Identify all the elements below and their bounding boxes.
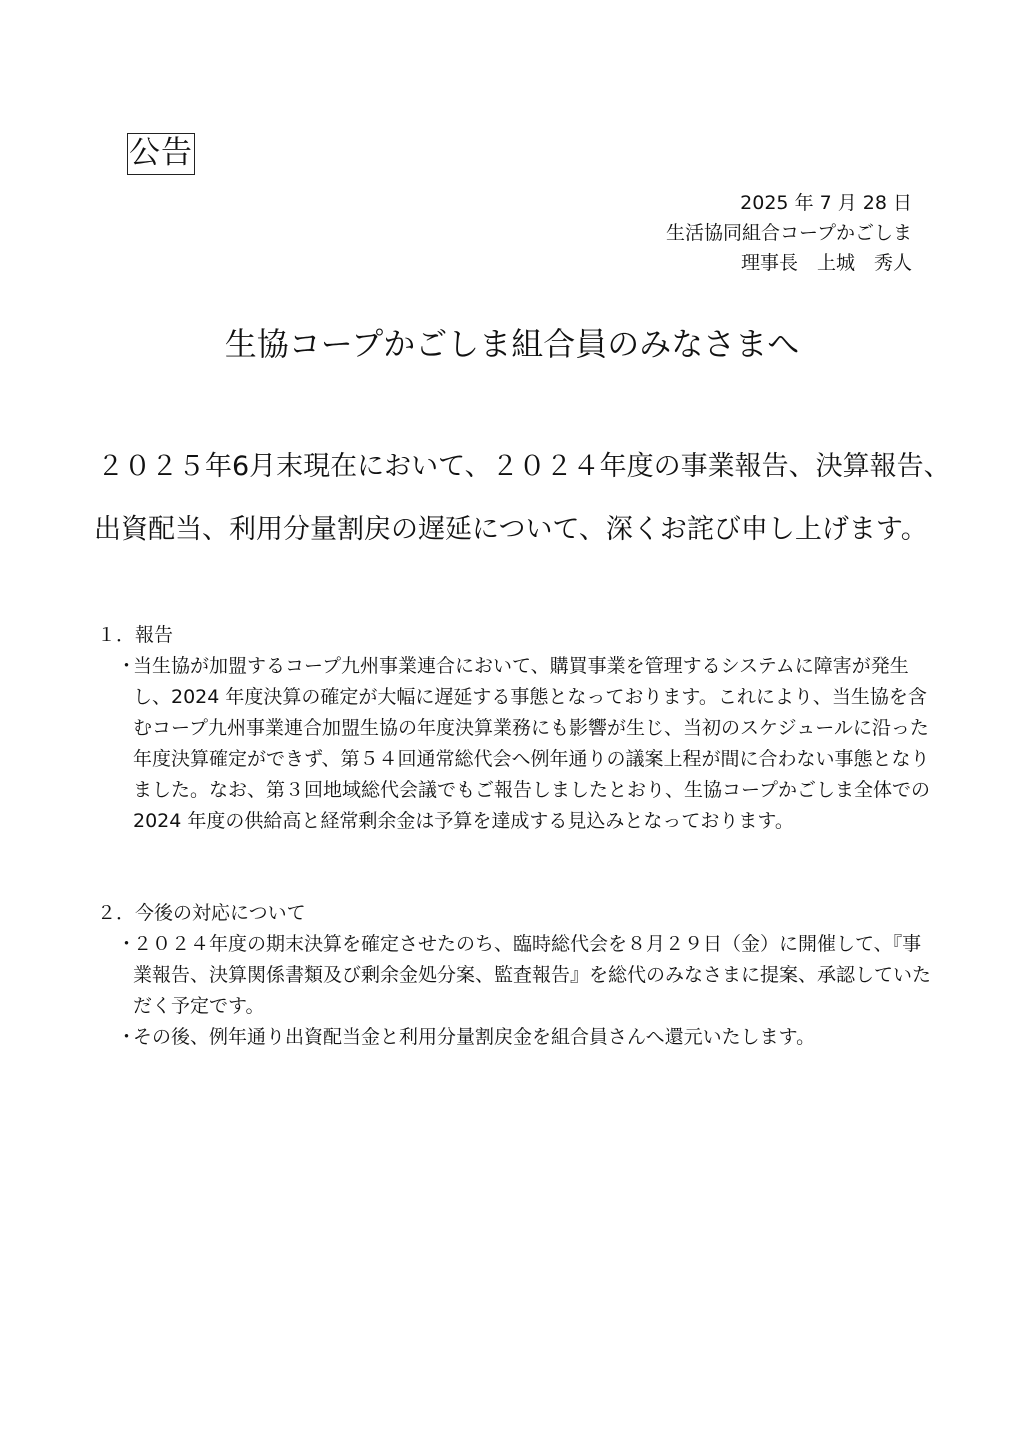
section-title: １．報告 bbox=[97, 624, 174, 646]
section-future-response bbox=[97, 898, 937, 1053]
sender-block bbox=[666, 188, 912, 278]
bullet-marker: ・ bbox=[117, 933, 137, 955]
representative-name: 理事長 上城 秀人 bbox=[740, 252, 912, 274]
bullet-marker: ・ bbox=[117, 655, 137, 677]
page-title: 生協コープかごしま組合員のみなさまへ bbox=[224, 325, 800, 363]
list-item bbox=[97, 929, 937, 1022]
bullet-marker: ・ bbox=[117, 1026, 137, 1048]
section-title: ２．今後の対応について bbox=[97, 902, 306, 924]
list-item bbox=[97, 651, 937, 837]
section-report bbox=[97, 620, 937, 837]
list-item bbox=[97, 1022, 937, 1053]
list-item-text: 当生協が加盟するコープ九州事業連合において、購買事業を管理するシステムに障害が発生し、2024 年度決算の確定が大幅に遅延する事態となっております。これにより、当生協を含むコープ九州事業連合加盟生協の年度決算業務にも影響が生じ、当初のスケジュールに沿った年度決算確定ができず、第５４回通常総代会へ例年通りの議案上程が間に合わない事態となりました。なお、第３回地域総代会議でもご報告しましたとおり、生協コープかごしま全体での 2024 年度の供給高と経常剰余金は予算を達成する見込みとなっております。 bbox=[133, 655, 931, 832]
list-item-text: その後、例年通り出資配当金と利用分量割戻金を組合員さんへ還元いたします。 bbox=[133, 1026, 816, 1048]
organization-name: 生活協同組合コープかごしま bbox=[665, 222, 912, 244]
apology-line-1: ２０２５年6月末現在において、２０２４年度の事業報告、決算報告、 bbox=[97, 451, 951, 482]
issue-date: 2025 年 7 月 28 日 bbox=[740, 192, 912, 214]
list-item-text: ２０２４年度の期末決算を確定させたのち、臨時総代会を８月２９日（金）に開催して、『事業報告、決算関係書類及び剰余金処分案、監査報告』を総代のみなさまに提案、承認していただく予定です。 bbox=[133, 933, 932, 1017]
apology-line-2: 出資配当、利用分量割戻の遅延について、深くお詫び申し上げます。 bbox=[94, 514, 928, 545]
notice-badge: 公告 bbox=[127, 133, 195, 175]
